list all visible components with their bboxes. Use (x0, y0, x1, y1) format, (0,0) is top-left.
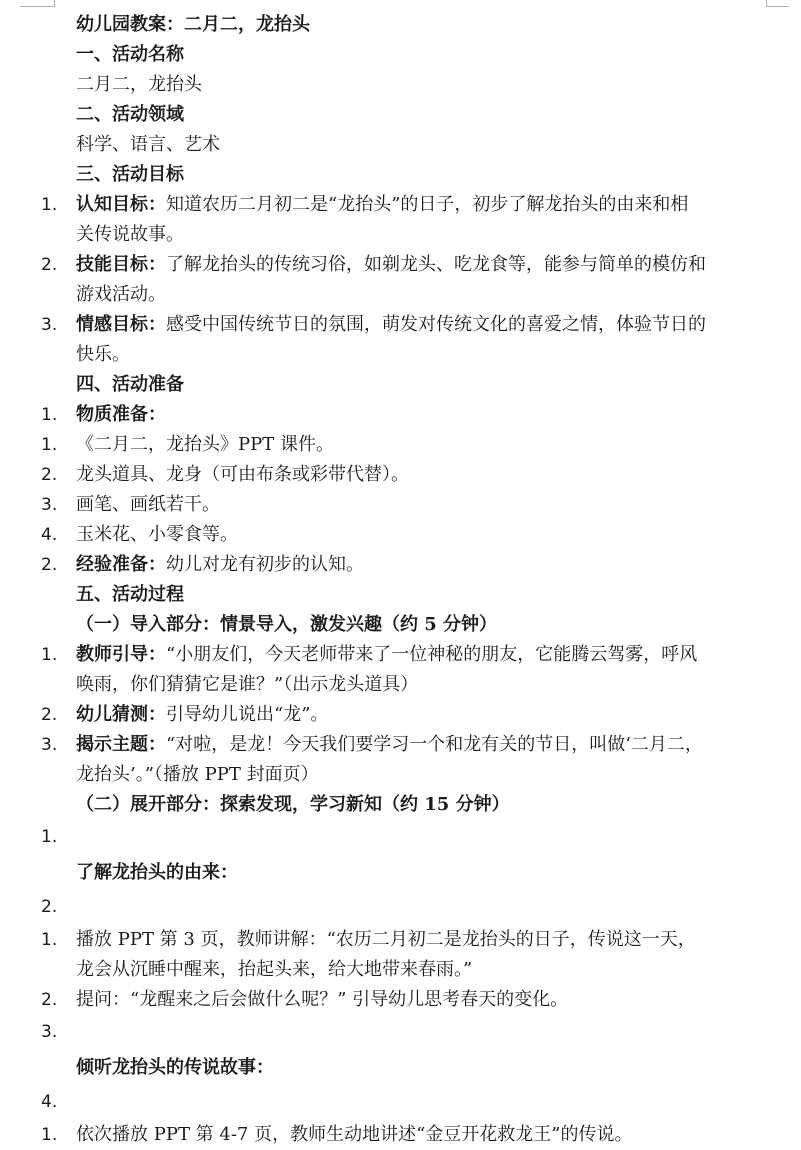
list-label: 认知目标： (76, 194, 166, 215)
subheading-text: 倾听龙抬头的传说故事： (76, 1057, 274, 1078)
list-text (76, 640, 697, 670)
list-item-continuation (0, 760, 801, 790)
section-heading-line (0, 100, 801, 130)
list-number: 1. (41, 1125, 58, 1145)
section-heading-line (0, 370, 801, 400)
list-body: “小朋友们，今天老师带来了一位神秘的朋友，它能腾云驾雾，呼风 (166, 644, 698, 665)
section-heading-line (0, 40, 801, 70)
list-item (0, 520, 801, 550)
list-item (0, 890, 801, 925)
list-continuation-text: 游戏活动。 (76, 284, 166, 305)
list-item (0, 820, 801, 855)
list-item (0, 190, 801, 220)
section-heading-line (0, 160, 801, 190)
list-label: 揭示主题： (76, 734, 166, 755)
list-item (0, 1120, 801, 1150)
list-number: 2. (41, 465, 58, 485)
list-continuation-text: 龙抬头’。”（播放 PPT 封面页） (76, 764, 319, 785)
subsection-heading-line (0, 790, 801, 820)
subsection-heading: （一）导入部分：情景导入，激发兴趣（约 5 分钟） (76, 614, 498, 635)
list-number: 1. (41, 405, 58, 425)
list-item (0, 550, 801, 580)
subheading-text: 了解龙抬头的由来： (76, 862, 238, 883)
section-heading: 一、活动名称 (76, 44, 184, 65)
list-text (76, 730, 703, 760)
subheading-line (0, 855, 801, 890)
list-text: 画笔、画纸若干。 (76, 494, 220, 515)
list-label: 情感目标： (76, 314, 166, 335)
subsection-heading-line (0, 610, 801, 640)
subsection-heading: （二）展开部分：探索发现，学习新知（约 15 分钟） (76, 794, 510, 815)
page-corner-mark-left (20, 0, 55, 7)
list-number: 1. (41, 195, 58, 215)
list-text (76, 310, 706, 340)
list-number: 1. (41, 435, 58, 455)
list-item (0, 1085, 801, 1120)
page-corner-mark-right (766, 0, 789, 7)
list-text: 玉米花、小零食等。 (76, 524, 238, 545)
list-item (0, 985, 801, 1015)
list-item (0, 490, 801, 520)
list-body: 了解龙抬头的传统习俗，如剃龙头、吃龙食等，能参与简单的模仿和 (166, 254, 706, 275)
list-text (76, 250, 706, 280)
list-label: 技能目标： (76, 254, 166, 275)
list-item-continuation (0, 340, 801, 370)
list-body: 感受中国传统节日的氛围，萌发对传统文化的喜爱之情，体验节日的 (166, 314, 706, 335)
list-label: 幼儿猜测： (76, 704, 166, 725)
list-number: 2. (41, 897, 58, 917)
document-title-line (0, 10, 801, 40)
list-text: 依次播放 PPT 第 4-7 页，教师生动地讲述“金豆开花救龙王”的传说。 (76, 1124, 633, 1145)
section-heading: 五、活动过程 (76, 584, 184, 605)
list-text: 《二月二，龙抬头》PPT 课件。 (76, 434, 334, 455)
list-item (0, 700, 801, 730)
list-text (76, 190, 688, 220)
list-label: 教师引导： (76, 644, 166, 665)
section-heading: 四、活动准备 (76, 374, 184, 395)
list-label: 经验准备： (76, 554, 166, 575)
paragraph-line (0, 70, 801, 100)
list-number: 2. (41, 255, 58, 275)
list-item (0, 640, 801, 670)
list-number: 1. (41, 930, 58, 950)
list-item (0, 310, 801, 340)
list-number: 4. (41, 525, 58, 545)
list-number: 3. (41, 315, 58, 335)
document-title: 幼儿园教案：二月二，龙抬头 (76, 14, 310, 35)
list-item-continuation (0, 670, 801, 700)
list-text: 播放 PPT 第 3 页，教师讲解：“农历二月初二是龙抬头的日子，传说这一天， (76, 929, 696, 950)
list-number: 1. (41, 827, 58, 847)
list-number: 2. (41, 705, 58, 725)
list-body: “对啦，是龙！今天我们要学习一个和龙有关的节日，叫做‘二月二， (166, 734, 703, 755)
list-item-continuation (0, 220, 801, 250)
list-item (0, 430, 801, 460)
list-item (0, 460, 801, 490)
section-heading: 二、活动领域 (76, 104, 184, 125)
list-item (0, 730, 801, 760)
list-body: 幼儿对龙有初步的认知。 (166, 554, 364, 575)
list-label: 物质准备： (76, 404, 166, 425)
section-heading: 三、活动目标 (76, 164, 184, 185)
list-text: 龙头道具、龙身（可由布条或彩带代替）。 (76, 464, 409, 485)
list-number: 1. (41, 645, 58, 665)
list-item (0, 400, 801, 430)
list-item-continuation (0, 280, 801, 310)
list-text (76, 700, 328, 730)
list-continuation-text: 唤雨，你们猜猜它是谁？”（出示龙头道具） (76, 674, 419, 695)
list-number: 3. (41, 1022, 58, 1042)
paragraph-text: 二月二，龙抬头 (76, 74, 202, 95)
list-number: 3. (41, 495, 58, 515)
subheading-line (0, 1050, 801, 1085)
list-continuation-text: 快乐。 (76, 344, 130, 365)
list-text (76, 550, 364, 580)
list-number: 2. (41, 990, 58, 1010)
list-text: 提问：“龙醒来之后会做什么呢？” 引导幼儿思考春天的变化。 (76, 989, 569, 1010)
paragraph-text: 科学、语言、艺术 (76, 134, 220, 155)
list-item (0, 925, 801, 955)
section-heading-line (0, 580, 801, 610)
document-body (0, 10, 801, 1150)
list-item (0, 1015, 801, 1050)
list-body: 引导幼儿说出“龙”。 (166, 704, 329, 725)
list-number: 2. (41, 555, 58, 575)
paragraph-line (0, 130, 801, 160)
list-item (0, 250, 801, 280)
list-item-continuation (0, 955, 801, 985)
list-number: 4. (41, 1092, 58, 1112)
list-number: 3. (41, 735, 58, 755)
list-continuation-text: 龙会从沉睡中醒来，抬起头来，给大地带来春雨。” (76, 959, 473, 980)
list-continuation-text: 关传说故事。 (76, 224, 184, 245)
list-body: 知道农历二月初二是“龙抬头”的日子，初步了解龙抬头的由来和相 (166, 194, 689, 215)
